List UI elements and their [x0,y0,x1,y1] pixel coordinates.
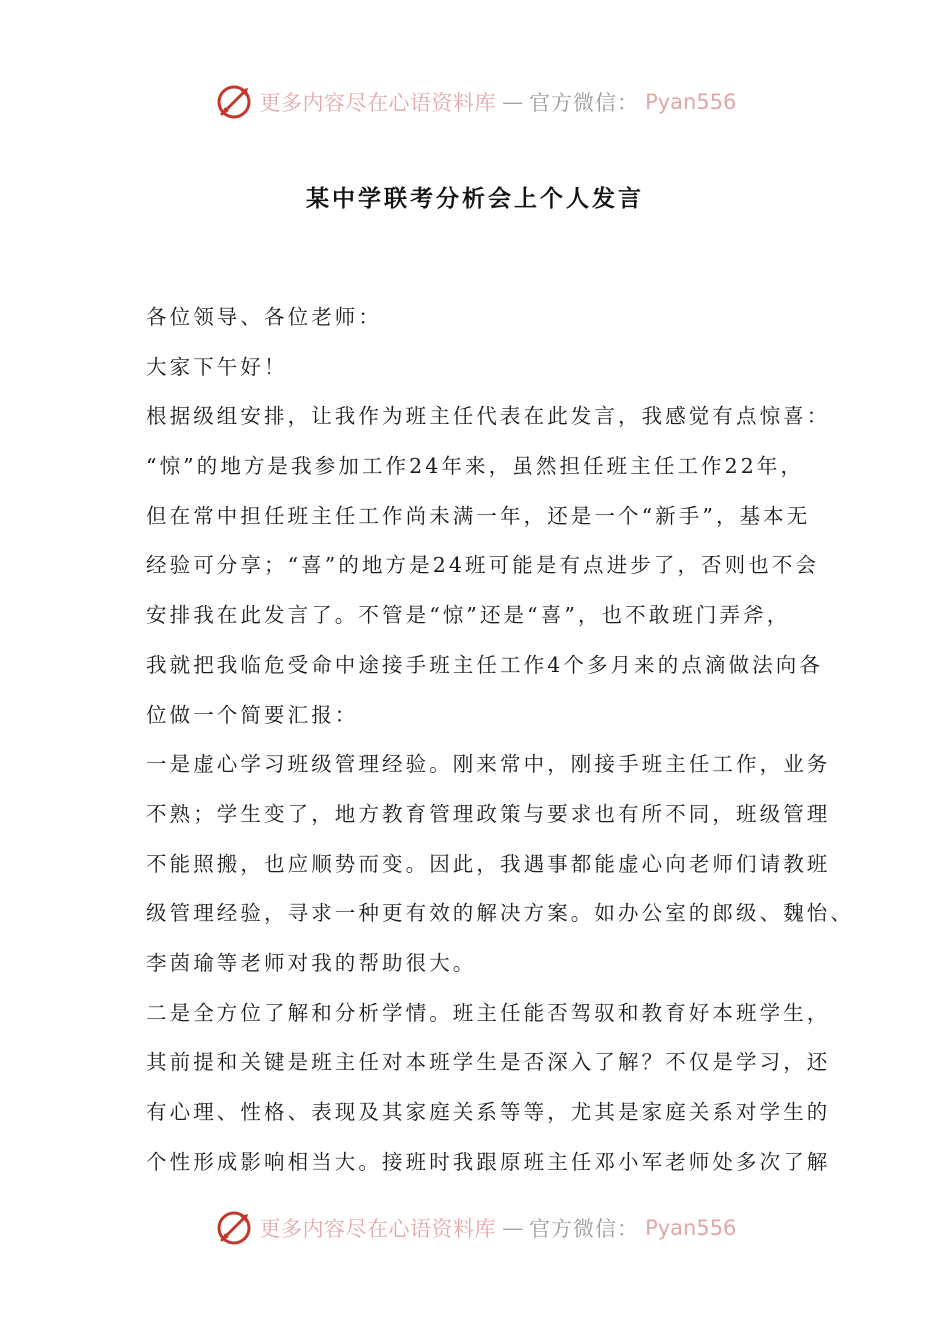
body-line: 根据级组安排，让我作为班主任代表在此发言，我感觉有点惊喜： [146,404,831,429]
body-line: “惊”的地方是我参加工作24年来，虽然担任班主任工作22年， [146,454,805,479]
body-line: 我就把我临危受命中途接手班主任工作4个多月来的点滴做法向各 [146,652,823,677]
body-line: 各位领导、各位老师： [146,305,382,329]
watermark-brand: 更多内容尽在心语资料库 [259,91,497,115]
watermark-brand: 更多内容尽在心语资料库 [259,1217,497,1241]
document-body [146,293,854,1187]
document-title: 某中学联考分析会上个人发言 [306,185,644,212]
body-line: 位做一个简要汇报： [146,702,359,727]
body-line: 安排我在此发言了。不管是“惊”还是“喜”，也不敢班门弄斧， [146,603,791,628]
watermark-dash: — [502,90,524,114]
body-line: 其前提和关键是班主任对本班学生是否深入了解？不仅是学习，还 [146,1050,831,1075]
body-line: 但在常中担任班主任工作尚未满一年，还是一个“新手”，基本无 [146,503,811,528]
body-line: 李茵瑜等老师对我的帮助很大。 [146,950,477,975]
body-line: 一是虚心学习班级管理经验。刚来常中，刚接手班主任工作，业务 [146,752,831,777]
watermark-official: 官方微信： [529,91,640,115]
pen-logo-icon [214,82,254,122]
watermark-official: 官方微信： [529,1217,640,1241]
body-line: 个性形成影响相当大。接班时我跟原班主任邓小军老师处多次了解 [146,1149,831,1174]
body-line: 二是全方位了解和分析学情。班主任能否驾驭和教育好本班学生， [146,1000,831,1025]
pen-logo-icon [214,1208,254,1248]
watermark-code: Pyan556 [645,90,737,114]
body-line: 不熟；学生变了，地方教育管理政策与要求也有所不同，班级管理 [146,801,831,826]
body-line: 有心理、性格、表现及其家庭关系等等，尤其是家庭关系对学生的 [146,1100,831,1124]
body-line: 经验可分享；“喜”的地方是24班可能是有点进步了，否则也不会 [146,553,820,578]
header-watermark [0,80,950,124]
footer-watermark [0,1206,950,1250]
body-line: 级管理经验，寻求一种更有效的解决方案。如办公室的郎级、魏怡、 [146,901,854,926]
body-line: 大家下午好！ [146,354,288,379]
body-line: 不能照搬，也应顺势而变。因此，我遇事都能虚心向老师们请教班 [146,851,831,876]
watermark-code: Pyan556 [645,1216,737,1240]
watermark-dash: — [502,1216,524,1240]
